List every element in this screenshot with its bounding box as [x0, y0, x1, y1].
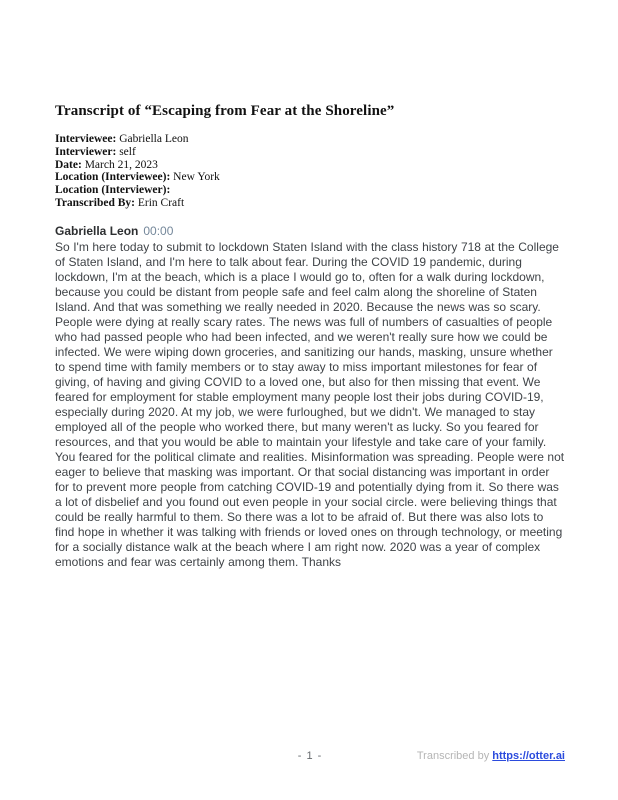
transcript-paragraph: So I'm here today to submit to lockdown Staten Island with the class history 718 at the College of Staten Island, and I'm here to talk about fear. During the COVID 19 pandemic, during lockdown, I'm at the beach, which is a place I would go to, often for a walk during lockdown, because you could be distant from people safe and feel calm along the shoreline of Staten Island. And that was something we really needed in 2020. Because the news was so scary. People were dying at really scary rates. The news was full of numbers of casualties of people who had passed people who had been infected, and we weren't really sure how we could be infected. We were wiping down groceries, and sanitizing our hands, masking, unsure whether to spend time with family members or to stay away to miss important milestones for fear of giving, of having and giving COVID to a loved one, but also for then missing that event. We feared for employment for stable employment many people lost their jobs during COVID-19, especially during 2020. At my job, we were furloughed, but we didn't. We managed to stay employed all of the people who worked there, but many weren't as lucky. So you feared for resources, and that you would be able to maintain your lifestyle and take care of your family. You feared for the political climate and realities. Misinformation was spreading. People were not eager to believe that masking was important. Or that social distancing was important in order for to prevent more people from catching COVID-19 and potentially dying from it. So there was a lot of disbelief and you found out even people in your social circle. were believing things that could be really harmful to them. So there was a lot to be afraid of. But there was also lots to find hope in whether it was talking with friends or loved ones on through technology, or meeting for a socially distance walk at the beach where I am right now. 2020 was a year of complex emotions and fear was certainly among them. Thanks — [55, 239, 565, 569]
timestamp: 00:00 — [143, 223, 174, 238]
metadata-label: Location (Interviewer): — [55, 184, 171, 197]
metadata-value: Gabriella Leon — [119, 133, 189, 145]
metadata-value: March 21, 2023 — [84, 158, 158, 171]
metadata-label: Location (Interviewee): — [55, 171, 171, 184]
metadata-row-location-interviewer — [55, 184, 566, 197]
metadata-row-date — [55, 159, 566, 172]
transcript-section — [55, 223, 566, 570]
metadata-row-location-interviewee — [55, 171, 566, 184]
metadata-value: New York — [173, 171, 220, 184]
attribution-text: Transcribed by — [416, 750, 490, 762]
metadata-label: Date: — [55, 158, 82, 171]
page-number: - 1 - — [297, 750, 323, 762]
metadata-value: Erin Craft — [137, 196, 185, 209]
metadata-label: Interviewee: — [55, 133, 117, 145]
metadata-label: Transcribed By: — [55, 196, 135, 209]
page-title: Transcript of “Escaping from Fear at the Shoreline” — [55, 103, 395, 119]
metadata-value: self — [119, 145, 136, 158]
speaker-name: Gabriella Leon — [55, 223, 139, 238]
otter-link[interactable]: https://otter.ai — [492, 750, 565, 762]
metadata-row-interviewer — [55, 146, 566, 159]
speaker-line — [55, 223, 566, 239]
page-content — [55, 102, 566, 570]
metadata-list — [55, 133, 566, 210]
metadata-row-transcribed-by — [55, 197, 566, 210]
metadata-row-interviewee — [55, 133, 566, 146]
page-footer — [55, 749, 565, 765]
footer-attribution — [417, 749, 565, 763]
metadata-label: Interviewer: — [55, 145, 117, 158]
